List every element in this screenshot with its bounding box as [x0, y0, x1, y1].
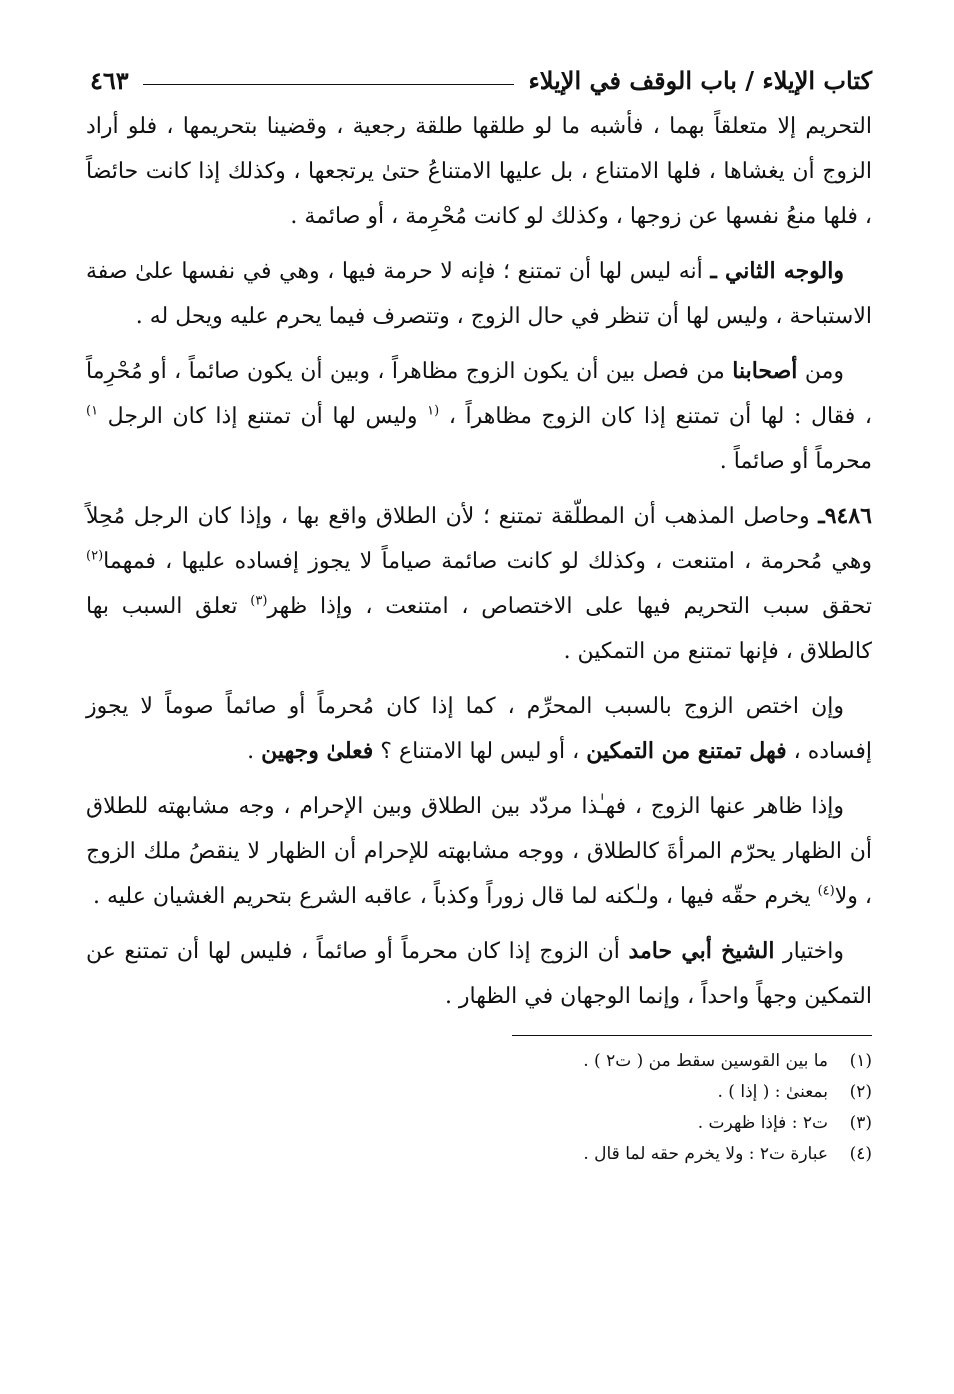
- paragraph: [86, 104, 872, 239]
- footnote-marker: (١: [427, 403, 440, 419]
- text-run: التحريم إلا متعلقاً بهما ، فأشبه ما لو طلقها طلقة رجعية ، وقضينا بتحريمها ، فلو أراد الزوج أن يغشاها ، فلها الامتناع ، بل عليها الامتناعُ حتىٰ يرتجعها ، وكذلك إذا كانت حائضاً ، فلها منعُ نفسها عن زوجها ، وكذلك لو كانت مُحْرِمة ، أو صائمة .: [86, 114, 872, 229]
- bold-text: ٩٤٨٦ـ: [818, 503, 872, 529]
- running-header: [86, 58, 872, 102]
- footnote-marker: (٤): [817, 883, 835, 899]
- text-run: أنه ليس لها أن تمتنع ؛ فإنه لا حرمة فيها ، وهي في نفسها علىٰ صفة الاستباحة ، وليس لها أن تنظر في حال الزوج ، وتتصرف فيما يحرم عليه ويحل له .: [86, 259, 872, 329]
- book-page: [86, 58, 872, 1170]
- text-run: تحقق سبب التحريم فيها على الاختصاص ، امتنعت ، وإذا ظهر: [267, 594, 873, 619]
- text-run: وإذا ظاهر عنها الزوج ، فهـٰذا مردّد بين الطلاق وبين الإحرام ، وجه مشابهته للطلاق أن الظهار يحرّم المرأةَ كالطلاق ، ووجه مشابهته للإحرام أن الظهار لا ينقصُ ملك الزوج ، ولا: [86, 794, 872, 909]
- footnote-marker: (٢): [86, 548, 104, 564]
- paragraph: [86, 249, 872, 339]
- text-run: ، أو ليس لها الامتناع ؟: [373, 739, 587, 764]
- text-run: وإن اختص الزوج بالسبب المحرِّم ، كما إذا كان مُحرماً أو صائماً صوماً لا يجوز إفساده ،: [86, 694, 872, 764]
- text-run: وحاصل المذهب أن المطلّقة تمتنع ؛ لأن الطلاق واقع بها ، وإذا كان الرجل مُحِلاً وهي مُحرمة ، امتنعت ، وكذلك لو كانت صائمة صياماً لا يجوز إفساده عليها ، فمهما: [86, 504, 872, 574]
- footnote-number: (١): [849, 1051, 872, 1071]
- footnote-separator: [512, 1035, 872, 1036]
- paragraph: [86, 494, 872, 674]
- footnote-marker: (٣): [250, 593, 268, 609]
- text-run: يخرم حقّه فيها ، ولـٰكنه لما قال زوراً وكذباً ، عاقبه الشرع بتحريم الغشيان عليه .: [93, 884, 818, 909]
- text-run: تعلق السبب بها كالطلاق ، فإنها تمتنع من التمكين .: [86, 594, 872, 664]
- footnote-number: (٤): [849, 1144, 872, 1164]
- text-run: أن الزوج إذا كان محرماً أو صائماً ، فليس لها أن تمتنع عن التمكين وجهاً واحداً ، وإنما الوجهان في الظهار .: [86, 939, 872, 1009]
- text-run: محرماً أو صائماً .: [719, 449, 872, 474]
- footnote-number: (٢): [849, 1082, 872, 1102]
- paragraph: [86, 784, 872, 919]
- footnote: [86, 1108, 872, 1139]
- footnote: [86, 1077, 872, 1108]
- footnotes: [86, 1046, 872, 1170]
- paragraph: [86, 684, 872, 774]
- footnote-text: عبارة ت٢ : ولا يخرم حقه لما قال .: [583, 1144, 828, 1164]
- header-rule: [143, 84, 515, 85]
- paragraph: [86, 929, 872, 1019]
- footnote-text: ما بين القوسين سقط من ( ت٢ ) .: [583, 1051, 828, 1071]
- footnote-text: ت٢ : فإذا ظهرت .: [697, 1113, 828, 1133]
- bold-text: أصحابنا: [732, 358, 798, 384]
- bold-text: فعلىٰ وجهين: [261, 738, 374, 764]
- footnote-number: (٣): [849, 1113, 872, 1133]
- main-text: [86, 104, 872, 1019]
- paragraph: [86, 349, 872, 484]
- text-run: .: [247, 739, 262, 764]
- footnote-marker: ١): [86, 403, 99, 419]
- text-run: وليس لها أن تمتنع إذا كان الرجل: [98, 404, 428, 429]
- footnote: [86, 1139, 872, 1170]
- text-run: ومن: [797, 359, 844, 384]
- header-title: كتاب الإيلاء / باب الوقف في الإيلاء: [528, 65, 872, 95]
- bold-text: والوجه الثاني ـ: [710, 258, 844, 284]
- text-run: من فصل بين أن يكون الزوج مظاهراً ، وبين أن يكون صائماً ، أو مُحْرِماً ، فقال : لها أن تمتنع إذا كان الزوج مظاهراً ،: [86, 359, 873, 429]
- bold-text: الشيخ أبي حامد: [628, 938, 775, 964]
- footnote-text: بمعنىٰ : ( إذا ) .: [717, 1082, 828, 1102]
- page-number: ٤٦٣: [90, 65, 129, 95]
- footnote: [86, 1046, 872, 1077]
- text-run: واختيار: [774, 939, 844, 964]
- bold-text: فهل تمتنع من التمكين: [586, 738, 787, 764]
